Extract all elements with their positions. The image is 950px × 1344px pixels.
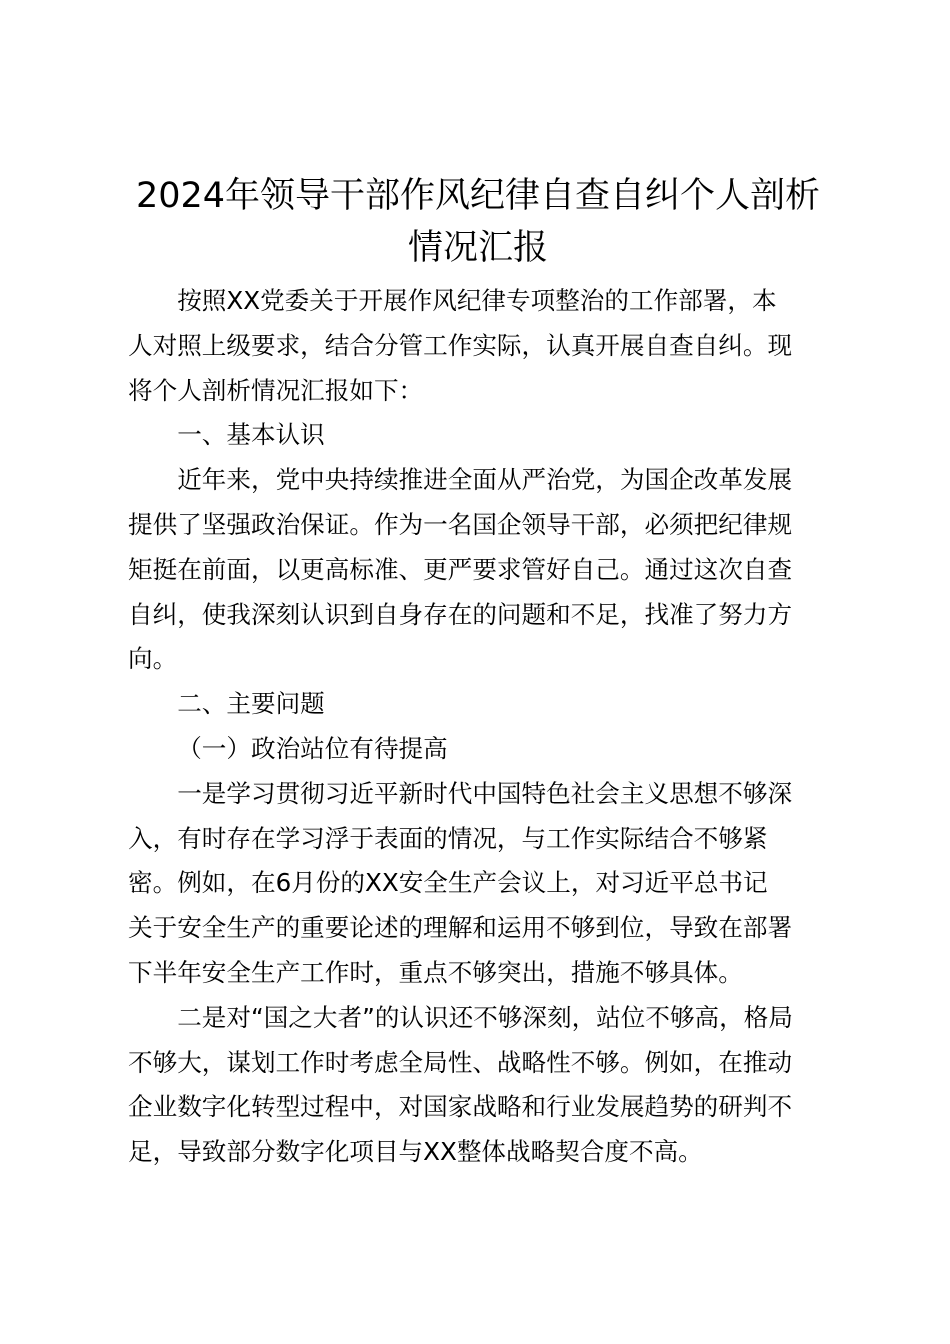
section-heading-main-problems: 二、主要问题 [177, 689, 325, 719]
document-page [128, 170, 828, 1175]
subsection-heading-political-stance: （一）政治站位有待提高 [177, 733, 448, 763]
problem-paragraph-one: 一是学习贯彻习近平新时代中国特色社会主义思想不够深 入，有时存在学习浮于表面的情况，与工作实际结合不够紧 密。例如，在6月份的XX安全生产会议上，对习近平总书记 关于安全生产的重要论述的理解和运用不够到位，导致在部署 下半年安全生产工作时，重点不够突出，措施不够具体。 [128, 778, 793, 987]
intro-paragraph: 按照XX党委关于开展作风纪律专项整治的工作部署，本 人对照上级要求，结合分管工作实际，认真开展自查自纠。现 将个人剖析情况汇报如下： [128, 286, 793, 405]
document-body [128, 279, 828, 1175]
document-title: 2024年领导干部作风纪律自查自纠个人剖析 情况汇报 [135, 176, 821, 268]
problem-paragraph-two: 二是对“国之大者”的认识还不够深刻，站位不够高，格局 不够大，谋划工作时考虑全局性、战略性不够。例如，在推动 企业数字化转型过程中，对国家战略和行业发展趋势的研判不 足，导致部分数字化项目与XX整体战略契合度不高。 [128, 1002, 793, 1167]
section-heading-basic-understanding: 一、基本认识 [177, 420, 325, 450]
basic-understanding-paragraph: 近年来，党中央持续推进全面从严治党，为国企改革发展 提供了坚强政治保证。作为一名国企领导干部，必须把纪律规 矩挺在前面，以更高标准、更严要求管好自己。通过这次自查 自纠，使我深刻认识到自身存在的问题和不足，找准了努力方 向。 [128, 465, 793, 674]
